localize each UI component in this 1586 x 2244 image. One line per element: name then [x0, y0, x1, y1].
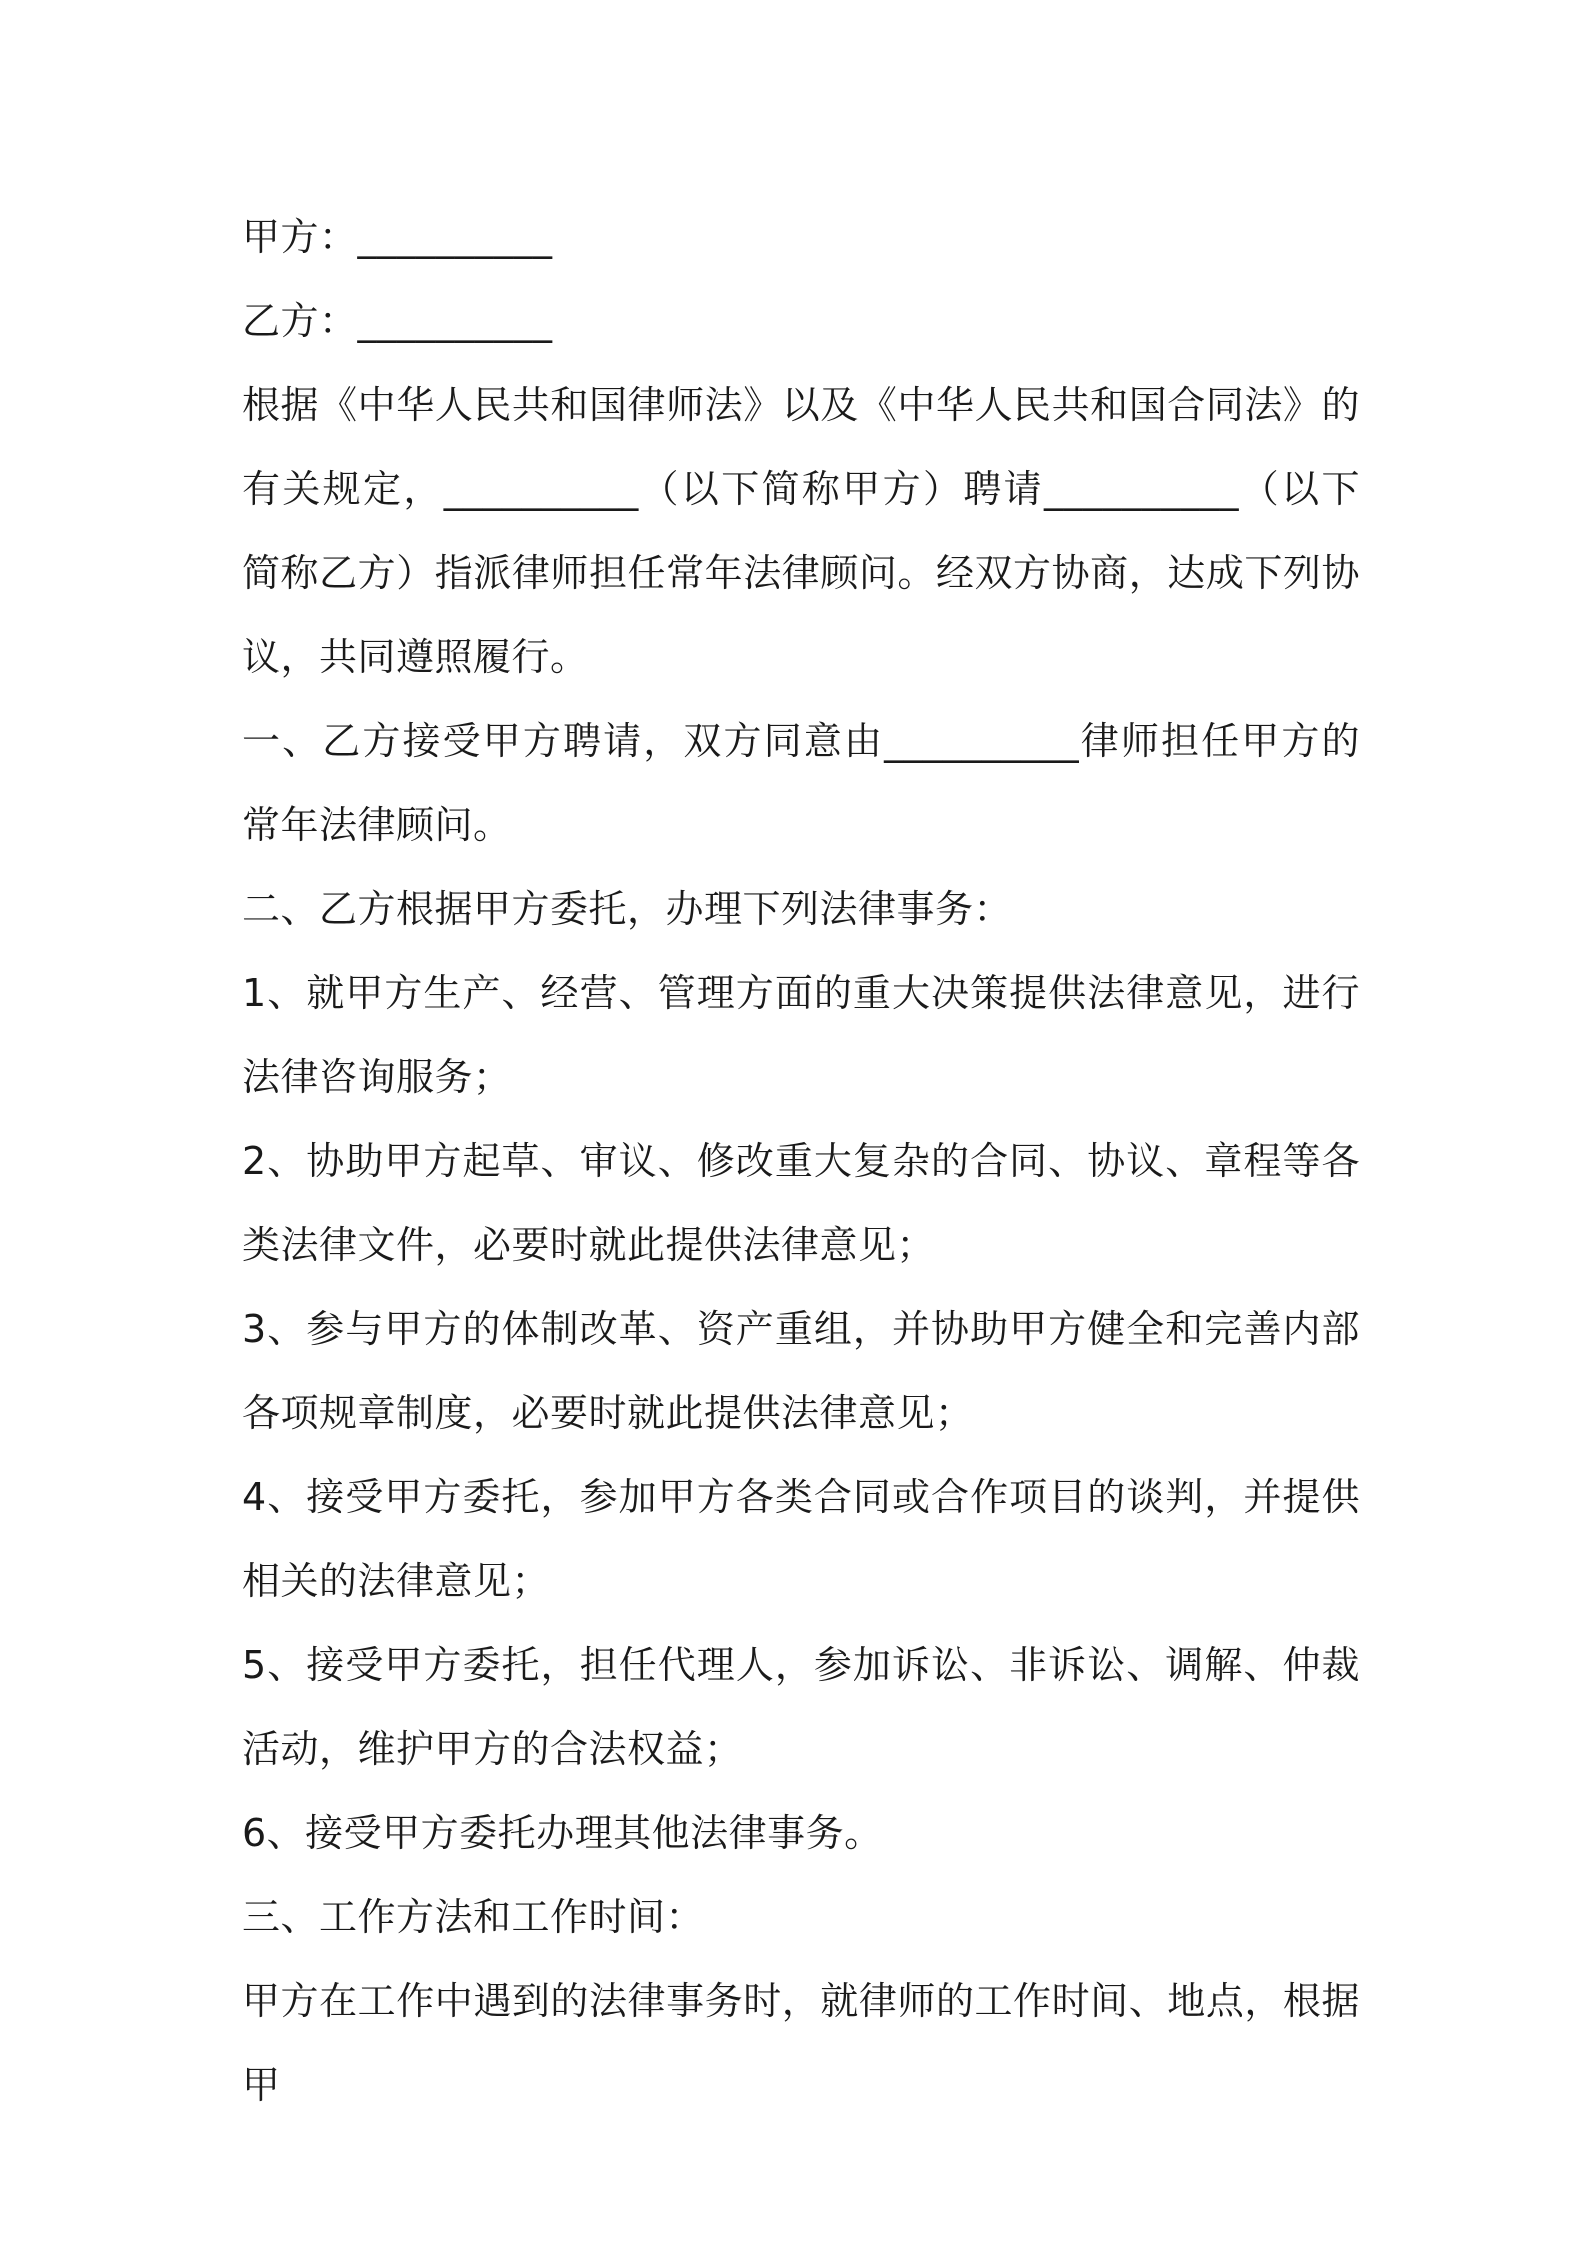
party-b-line: 乙方：__________ — [242, 299, 553, 343]
list-item: 4、接受甲方委托，参加甲方各类合同或合作项目的谈判，并提供相关的法律意见； — [242, 1475, 1360, 1603]
list-item: 1、就甲方生产、经营、管理方面的重大决策提供法律意见，进行法律咨询服务； — [242, 971, 1360, 1099]
list-item: 3、参与甲方的体制改革、资产重组，并协助甲方健全和完善内部各项规章制度，必要时就此提供法律意见； — [242, 1307, 1360, 1435]
preamble-paragraph: 根据《中华人民共和国律师法》以及《中华人民共和国合同法》的有关规定，__________（以下简称甲方）聘请__________（以下简称乙方）指派律师担任常年法律顾问。经双方协商，达成下列协议，共同遵照履行。 — [242, 383, 1360, 679]
clause-2-heading: 二、乙方根据甲方委托，办理下列法律事务： — [242, 887, 1013, 931]
clause-3-paragraph: 甲方在工作中遇到的法律事务时，就律师的工作时间、地点，根据甲 — [242, 1979, 1360, 2107]
party-a-line: 甲方：__________ — [242, 215, 553, 259]
document-body — [242, 195, 1360, 2127]
list-item: 5、接受甲方委托，担任代理人，参加诉讼、非诉讼、调解、仲裁活动，维护甲方的合法权益； — [242, 1643, 1360, 1771]
clause-1-paragraph: 一、乙方接受甲方聘请，双方同意由__________律师担任甲方的常年法律顾问。 — [242, 719, 1360, 847]
clause-3-heading: 三、工作方法和工作时间： — [242, 1895, 705, 1939]
list-item: 6、接受甲方委托办理其他法律事务。 — [242, 1811, 883, 1855]
list-item: 2、协助甲方起草、审议、修改重大复杂的合同、协议、章程等各类法律文件，必要时就此提供法律意见； — [242, 1139, 1360, 1267]
